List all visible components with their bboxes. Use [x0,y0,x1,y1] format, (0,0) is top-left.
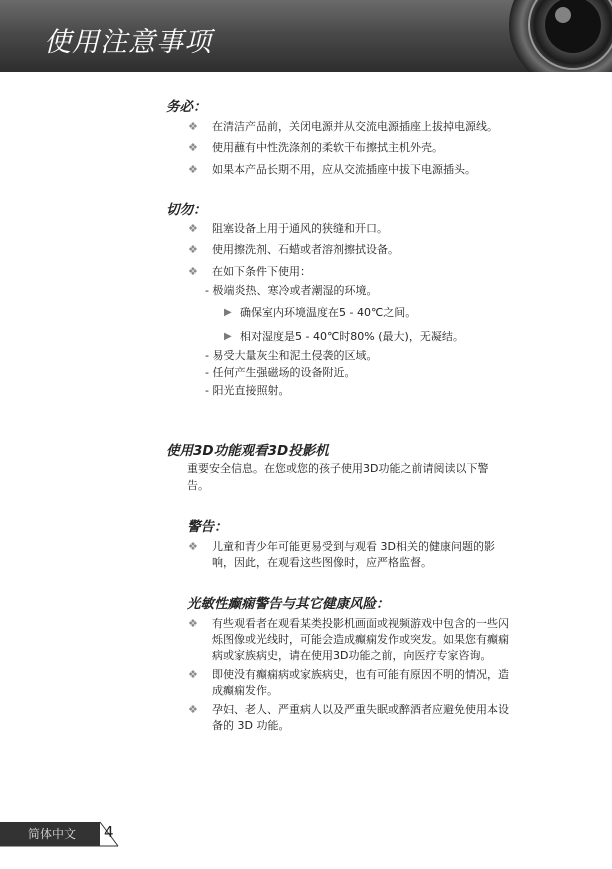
condition-item: - 极端炎热、寒冷或者潮湿的环境。 [205,284,378,297]
bullet-diamond-icon: ❖ [188,141,198,154]
warning-heading: 警告： [187,519,228,535]
photo-line: 成癫痫发作。 [212,684,278,697]
page-header [0,0,612,72]
footer-language: 简体中文 [28,827,77,841]
never-heading: 切勿： [166,202,207,218]
bullet-diamond-icon: ❖ [188,617,198,630]
list-item: 使用蘸有中性洗涤剂的柔软干布擦拭主机外壳。 [212,141,443,154]
warning-line: 儿童和青少年可能更易受到与观看 3D相关的健康问题的影 [212,540,495,553]
photo-line: 孕妇、老人、严重病人以及严重失眠或醉酒者应避免使用本设 [212,703,509,716]
bullet-triangle-icon: ▶ [224,331,232,342]
bullet-triangle-icon: ▶ [224,307,232,318]
intro-line: 重要安全信息。在您或您的孩子使用3D功能之前请阅读以下警 [187,462,489,475]
list-item: 在清洁产品前，关闭电源并从交流电源插座上拔掉电源线。 [212,120,498,133]
bullet-diamond-icon: ❖ [188,243,198,256]
bullet-diamond-icon: ❖ [188,163,198,176]
sub-item: 确保室内环境温度在5 - 40℃之间。 [240,306,417,319]
warning-line: 响，因此，在观看这些图像时，应严格监督。 [212,556,432,569]
page-title: 使用注意事项 [44,27,212,58]
bullet-diamond-icon: ❖ [188,265,198,278]
bullet-diamond-icon: ❖ [188,668,198,681]
page-number: 4 [104,823,114,841]
bullet-diamond-icon: ❖ [188,222,198,235]
condition-item: - 阳光直接照射。 [205,384,290,397]
list-item: 使用擦洗剂、石蜡或者溶剂擦拭设备。 [212,243,399,256]
intro-line: 告。 [187,479,209,492]
photosensitive-heading: 光敏性癫痫警告与其它健康风险： [187,596,390,612]
photo-line: 病或家族病史，请在使用3D功能之前，向医疗专家咨询。 [212,649,492,662]
list-item: 阻塞设备上用于通风的狭缝和开口。 [212,222,388,235]
threed-heading: 使用3D功能观看3D投影机 [166,443,329,459]
projector-lens-icon [508,0,612,72]
bullet-diamond-icon: ❖ [188,540,198,553]
list-item: 在如下条件下使用： [212,265,311,278]
photo-line: 备的 3D 功能。 [212,719,290,732]
bullet-diamond-icon: ❖ [188,703,198,716]
condition-item: - 易受大量灰尘和泥土侵袭的区域。 [205,349,378,362]
bullet-diamond-icon: ❖ [188,120,198,133]
must-heading: 务必： [166,99,207,115]
sub-item: 相对湿度是5 - 40℃时80% (最大)，无凝结。 [240,330,464,343]
photo-line: 烁图像或光线时，可能会造成癫痫发作或突发。如果您有癫痫 [212,633,509,646]
photo-line: 即使没有癫痫病或家族病史，也有可能有原因不明的情况，造 [212,668,509,681]
condition-item: - 任何产生强磁场的设备附近。 [205,366,356,379]
list-item: 如果本产品长期不用，应从交流插座中拔下电源插头。 [212,163,476,176]
photo-line: 有些观看者在观看某类投影机画面或视频游戏中包含的一些闪 [212,617,509,630]
